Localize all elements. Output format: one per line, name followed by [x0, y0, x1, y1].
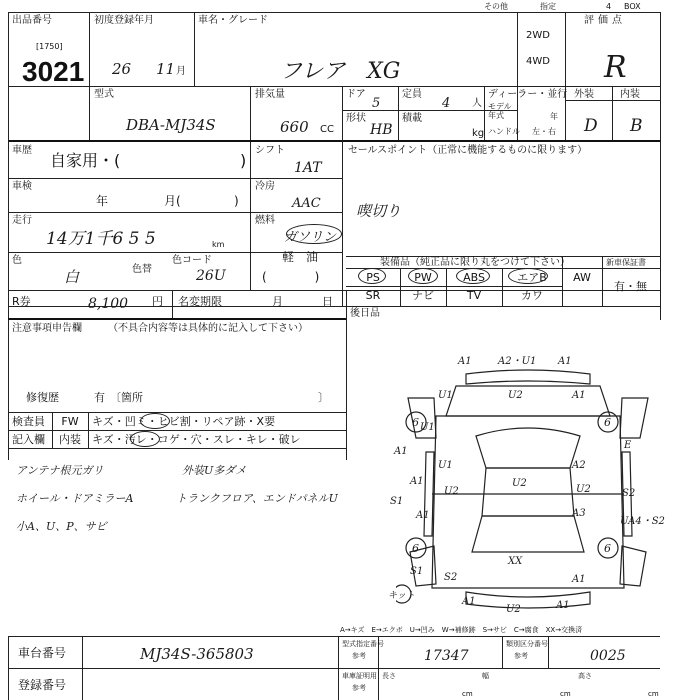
rule — [602, 256, 603, 306]
car-diagram — [396, 356, 660, 620]
drive-2wd: 2WD — [526, 30, 550, 41]
color-label: 色 — [12, 255, 22, 266]
rule — [8, 140, 660, 142]
rule — [8, 448, 346, 449]
mileage-value: 14万1千6 5 5 — [46, 229, 156, 249]
rule — [194, 12, 195, 86]
odo-sub: 参考 — [352, 652, 366, 660]
damage-mark: A2・U1 — [498, 356, 537, 367]
int-label: 内装 — [59, 433, 81, 446]
repair-place: 〔箇所 — [110, 391, 143, 404]
damage-mark: U2 — [506, 604, 521, 615]
ac-label: 冷房 — [255, 181, 275, 192]
fuel-diesel: 軽 油 — [282, 250, 319, 264]
right-fender — [620, 398, 648, 438]
equip-circle — [508, 268, 548, 284]
equip-sr: SR — [365, 289, 381, 302]
damage-mark: A1 — [416, 510, 430, 521]
damage-mark: A1 — [572, 574, 586, 585]
exterior-value: D — [584, 116, 598, 136]
kit-mark: キット — [388, 591, 415, 601]
rule — [8, 412, 346, 413]
month-unit: 月 — [176, 66, 186, 77]
door-label: ドア — [346, 89, 366, 100]
damage-mark: A1 — [572, 390, 586, 401]
rule — [612, 86, 613, 140]
width-label: 幅 — [482, 672, 489, 680]
damage-mark: U2 — [576, 484, 591, 495]
model-label: 型式 — [94, 89, 114, 100]
damage-mark: U2 — [444, 486, 459, 497]
rule — [250, 86, 251, 140]
mileage-label: 走行 — [12, 215, 32, 226]
color-code-label: 色コード — [172, 255, 212, 266]
damage-mark: A1 — [558, 356, 572, 367]
fuel-paren: ( ) — [262, 270, 320, 284]
damage-legend: A→キズ E→エクボ U→凹み W→補修跡 S→サビ C→腐食 XX→交換済 — [340, 626, 583, 634]
cap-label: 定員 — [402, 89, 422, 100]
recycle-unit: 円 — [152, 295, 163, 308]
damage-mark: A1 — [462, 596, 476, 607]
recolor-label: 色替 — [132, 264, 152, 275]
rule — [378, 668, 379, 700]
notes-sublabel: （不具合内容等は具体的に記入して下さい） — [108, 323, 308, 334]
title-change-day: 日 — [322, 295, 333, 308]
disp-label: 排気量 — [255, 89, 285, 100]
recycle-label: R券 — [12, 295, 31, 308]
cat-value: 0025 — [590, 648, 626, 664]
rule — [342, 86, 343, 306]
rule — [8, 668, 338, 669]
first-reg-year: 26 — [112, 60, 132, 78]
odo-label: 型式指定番号 — [342, 640, 384, 648]
inspector-label-1: 検査員 — [12, 415, 45, 428]
front-bumper — [466, 370, 590, 384]
top-other: その他 — [484, 2, 508, 11]
handle-label: ハンドル — [488, 127, 520, 136]
usage-label: 車歴 — [12, 145, 32, 156]
exterior-label: 外装 — [574, 89, 594, 100]
name-value: フレア XG — [280, 59, 401, 84]
model-value: DBA-MJ34S — [126, 116, 216, 134]
lot-number: 3021 — [22, 56, 85, 87]
rule — [346, 286, 562, 287]
color-value: 白 — [64, 268, 80, 286]
equip-circle — [358, 268, 386, 284]
rule — [548, 636, 549, 668]
disp-value: 660 — [280, 118, 309, 136]
load-label: 積載 — [402, 113, 422, 124]
shape-label: 形状 — [346, 113, 366, 124]
handwritten-note-2: ホイール・ドアミラーA — [16, 492, 134, 505]
height-unit: cm — [648, 690, 659, 698]
shape-value: HB — [370, 122, 393, 138]
rear-window — [472, 516, 584, 552]
cap-unit: 人 — [472, 98, 482, 109]
damage-mark: S1 — [390, 496, 404, 507]
lot-label: 出品番号 — [12, 15, 52, 26]
equip-aw: AW — [573, 271, 591, 284]
roof — [482, 468, 574, 516]
cat-sub: 参考 — [514, 652, 528, 660]
handwritten-note-4: 外装U多ダメ — [182, 464, 247, 477]
rule — [8, 318, 346, 320]
interior-label: 内装 — [620, 89, 640, 100]
equip-pw: PW — [414, 271, 432, 284]
cat-label: 類別区分番号 — [506, 640, 548, 648]
int-circle — [130, 431, 160, 447]
dealer-label: ディーラー・並行 — [488, 89, 568, 100]
rule — [8, 12, 660, 13]
equip-tv: TV — [466, 289, 482, 302]
disp-unit: CC — [320, 124, 334, 135]
repair-value: 有 — [94, 391, 105, 404]
cap-value: 4 — [442, 96, 451, 111]
cert-sub: 参考 — [352, 684, 366, 692]
top-box: BOX — [624, 2, 641, 11]
ac-value: AAC — [292, 196, 321, 211]
tire-mark: 6 — [604, 416, 611, 429]
fw-circle — [140, 413, 170, 429]
windshield — [476, 428, 580, 468]
rule — [82, 636, 83, 700]
rule — [8, 178, 342, 179]
sales-note: 喫切り — [356, 202, 402, 220]
damage-mark: U1 — [420, 422, 435, 433]
rule — [8, 212, 342, 213]
rear-label: 後日品 — [350, 308, 380, 319]
tire-mark: 6 — [412, 416, 419, 429]
rule — [8, 636, 660, 637]
fuel-value: ガソリン — [284, 230, 337, 245]
rule — [8, 636, 9, 700]
mileage-unit: km — [212, 240, 225, 249]
color-code-value: 26U — [196, 268, 226, 284]
length-label: 長さ — [382, 672, 396, 680]
sales-label: セールスポイント（正常に機能するものに限ります） — [348, 145, 588, 156]
fw-label: FW — [61, 415, 79, 428]
equip-abs: ABS — [463, 271, 485, 284]
inspection-label: 車検 — [12, 181, 32, 192]
warranty-value: 有・無 — [614, 280, 647, 293]
damage-mark: E — [624, 440, 632, 451]
fw-items: キズ・凹ミ・ヒビ割・リペア跡・X要 — [92, 415, 276, 428]
rule — [250, 142, 251, 290]
equip-navi: ナビ — [412, 289, 434, 302]
height-label: 高さ — [578, 672, 592, 680]
repair-label: 修復歴 — [26, 391, 59, 404]
inspection-close: ) — [234, 194, 239, 208]
damage-mark: U1 — [438, 460, 453, 471]
first-reg-label: 初度登録年月 — [94, 15, 154, 26]
reg-label: 登録番号 — [18, 678, 67, 692]
shift-value: 1AT — [294, 160, 322, 176]
handwritten-note-5: トランクフロア、エンドパネルU — [176, 492, 338, 505]
inspector-label-2: 記入欄 — [12, 433, 45, 446]
rule — [502, 636, 503, 668]
damage-mark: A1 — [410, 476, 424, 487]
damage-mark: A1 — [394, 446, 408, 457]
model-year-label: モデル年式 — [488, 102, 512, 120]
equip-circle — [408, 268, 438, 284]
eval-value: R — [604, 50, 627, 85]
damage-mark: A2 — [572, 460, 586, 471]
rule — [8, 12, 9, 460]
rear-bumper — [466, 592, 590, 608]
rule — [484, 86, 485, 140]
rule — [8, 86, 660, 87]
model-year-unit: 年 — [550, 112, 558, 121]
lot-small: [1750] — [36, 42, 63, 51]
int-items: キズ・汚レ・コゲ・穴・スレ・キレ・破レ — [92, 433, 301, 446]
recycle-value: 8,100 — [88, 296, 129, 312]
inspection-month: 月( — [164, 194, 181, 208]
equip-airbag: エアB — [517, 271, 547, 284]
notes-label: 注意事項申告欄 — [12, 323, 82, 334]
rule — [8, 430, 346, 431]
cert-label: 車庫証明用 — [342, 672, 377, 680]
rule — [89, 12, 90, 140]
shift-label: シフト — [255, 145, 285, 156]
handle-value: 左・右 — [532, 127, 556, 136]
damage-mark: U2 — [508, 390, 523, 401]
title-change-month: 月 — [272, 295, 283, 308]
damage-mark: XX — [508, 556, 523, 567]
equipment-label: 装備品（純正品に限り丸をつけて下さい） — [380, 257, 570, 268]
rule — [565, 12, 566, 140]
handwritten-note-3: 小A、U、P、サビ — [16, 520, 107, 533]
fuel-circle — [286, 224, 342, 244]
equip-leather: カワ — [521, 289, 543, 302]
body — [432, 416, 624, 588]
rule — [398, 86, 399, 140]
drive-4wd: 4WD — [526, 56, 550, 67]
rule — [346, 268, 660, 269]
inspection-year: 年 — [96, 194, 109, 208]
handwritten-note-1: アンテナ根元ガリ — [16, 464, 104, 477]
rule — [660, 12, 661, 320]
name-label: 車名・グレード — [198, 15, 268, 26]
usage-close: ) — [240, 151, 247, 170]
rule — [172, 290, 173, 318]
length-unit: cm — [462, 690, 473, 698]
damage-mark: A1 — [556, 600, 570, 611]
interior-value: B — [630, 116, 643, 136]
usage-value: 自家用・( — [50, 151, 121, 170]
door-value: 5 — [372, 96, 381, 111]
damage-mark: A3 — [572, 508, 586, 519]
damage-mark: U2 — [512, 478, 527, 489]
equip-circle — [456, 268, 490, 284]
tire-mark: 6 — [604, 542, 611, 555]
damage-mark: S1 — [410, 566, 424, 577]
title-change-label: 名変期限 — [178, 295, 222, 308]
odo-value: 17347 — [424, 648, 469, 664]
load-unit: kg — [472, 128, 485, 139]
eval-label: 評価点 — [584, 15, 626, 26]
tire-mark: 6 — [412, 542, 419, 555]
rule — [346, 290, 347, 460]
equip-ps: PS — [366, 271, 380, 284]
vin-value: MJ34S-365803 — [140, 645, 254, 663]
width-unit: cm — [560, 690, 571, 698]
rule — [338, 668, 660, 669]
damage-mark: S2 — [622, 488, 636, 499]
first-reg-month: 11 — [156, 60, 176, 78]
damage-mark: A1 — [458, 356, 472, 367]
rule — [517, 12, 518, 140]
damage-mark: UA4・S2 — [620, 516, 665, 527]
top-shitei: 指定 — [540, 2, 556, 11]
top-box-mark: 4 — [606, 2, 612, 11]
warranty-label: 新車保証書 — [606, 258, 646, 267]
rule — [88, 412, 89, 448]
damage-mark: U1 — [438, 390, 453, 401]
fuel-label: 燃料 — [255, 215, 275, 226]
vin-label: 車台番号 — [18, 646, 67, 660]
damage-mark: S2 — [444, 572, 458, 583]
repair-close: 〕 — [318, 391, 329, 404]
